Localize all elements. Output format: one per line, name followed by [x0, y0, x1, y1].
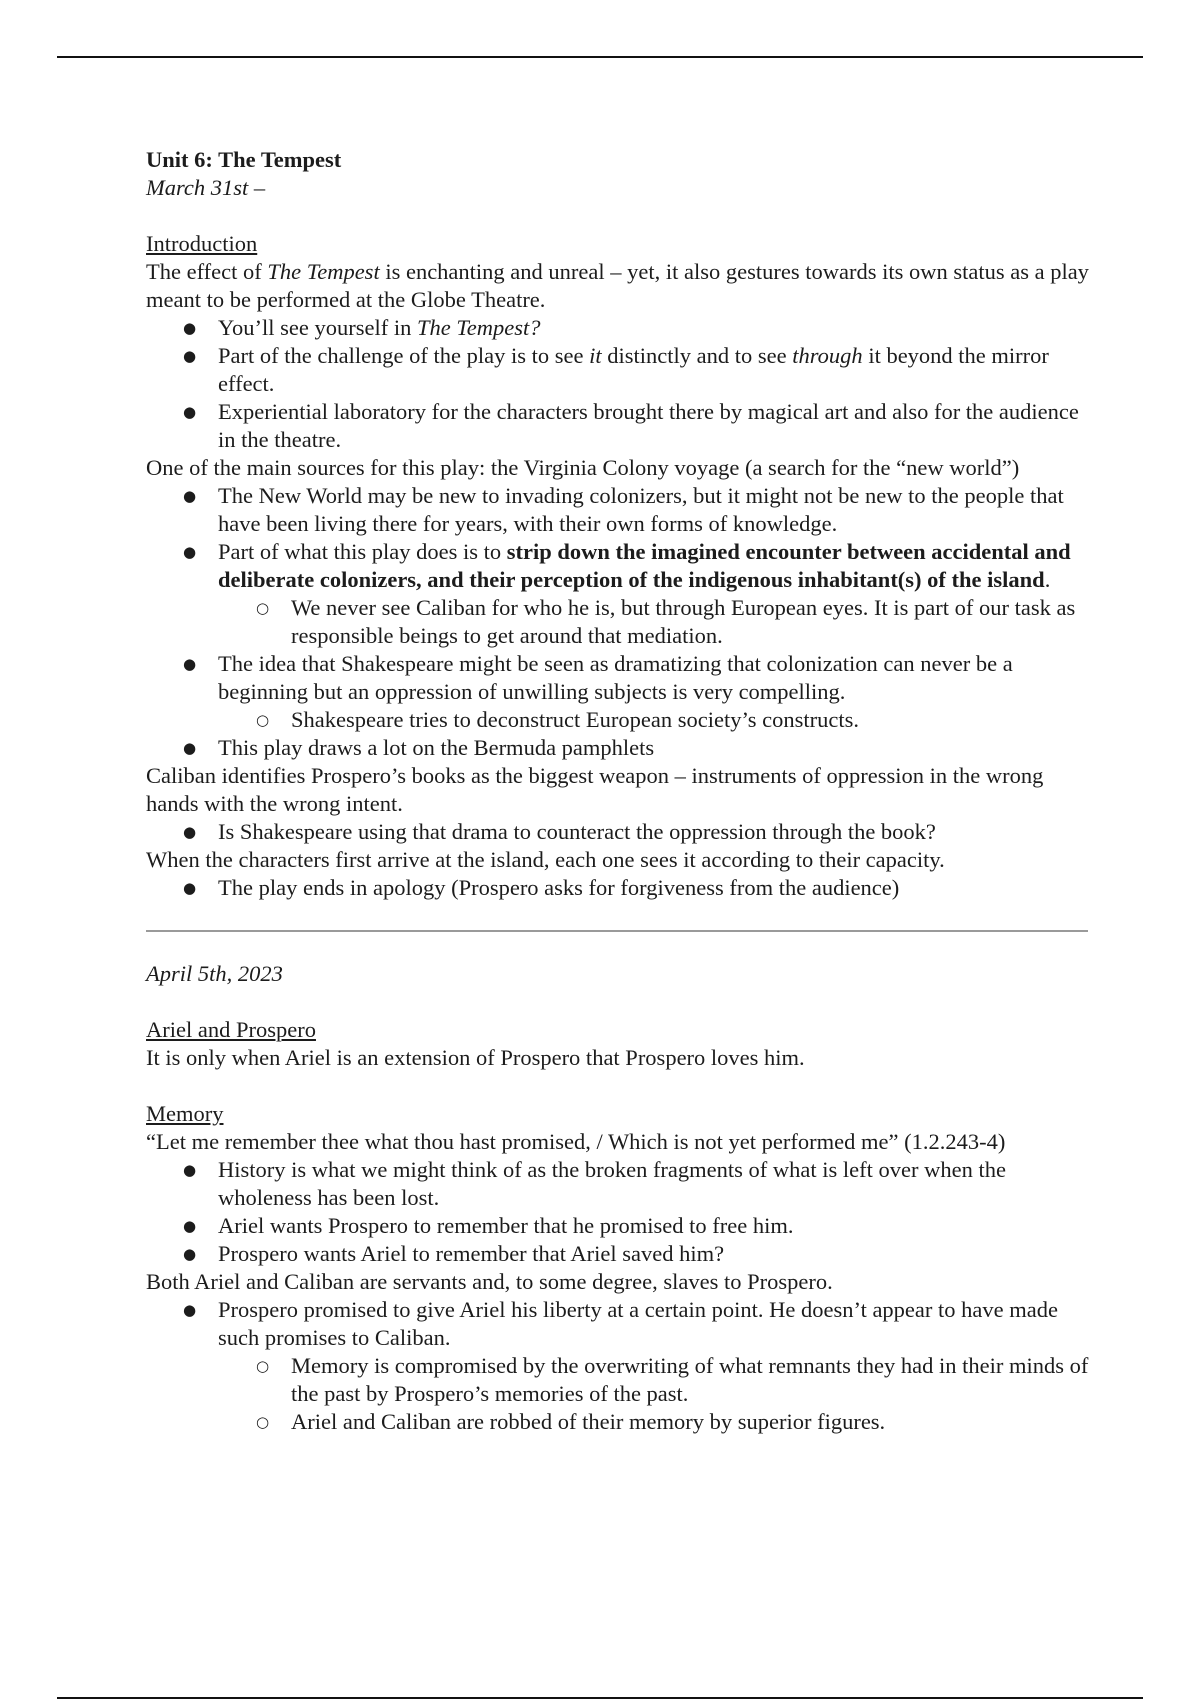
- caliban-books-paragraph: Caliban identifies Prospero’s books as the biggest weapon – instruments of oppression in the wrong hands with the wrong intent.: [146, 763, 1044, 816]
- sources-bullets: [146, 482, 1090, 762]
- date-march: March 31st –: [146, 175, 266, 200]
- sub-list-item: ○ Shakespeare tries to deconstruct European society’s constructs.: [146, 706, 1090, 734]
- list-item: ● Prospero promised to give Ariel his liberty at a certain point. He doesn’t appear to have made such promises to Caliban. ○ Memory is compromised by the overwriting of what remnants they had in their minds of the past by Prospero’s memories of the past. ○ Ariel and Caliban are robbed of their memory by superior figures.: [146, 1296, 1090, 1436]
- heading-introduction: Introduction: [146, 231, 258, 256]
- section-divider: [146, 930, 1088, 932]
- memory-bullets: [146, 1156, 1090, 1268]
- heading-memory: Memory: [146, 1101, 224, 1126]
- list-item: ● The idea that Shakespeare might be seen as dramatizing that colonization can never be a beginning but an oppression of unwilling subjects is very compelling. ○ Shakespeare tries to deconstruct European society’s constructs.: [146, 650, 1090, 734]
- sub-bullets: [146, 706, 1090, 734]
- page-top-rule: [57, 56, 1143, 58]
- sub-list-item: ○ Ariel and Caliban are robbed of their memory by superior figures.: [146, 1408, 1090, 1436]
- servants-bullets: [146, 1296, 1090, 1436]
- arrive-paragraph: When the characters first arrive at the island, each one sees it according to their capacity.: [146, 847, 945, 872]
- intro-bullets: [146, 314, 1090, 454]
- sub-bullets: [146, 1352, 1090, 1436]
- ariel-paragraph: It is only when Ariel is an extension of Prospero that Prospero loves him.: [146, 1045, 805, 1070]
- list-item: ● Prospero wants Ariel to remember that Ariel saved him?: [146, 1240, 1090, 1268]
- sub-bullets: [146, 594, 1090, 650]
- list-item: ● Part of the challenge of the play is to see it distinctly and to see through it beyond the mirror effect.: [146, 342, 1090, 398]
- date-april: April 5th, 2023: [146, 961, 283, 986]
- spacer: [146, 1072, 1090, 1100]
- list-item: ● You’ll see yourself in The Tempest?: [146, 314, 1090, 342]
- unit-title: Unit 6: The Tempest: [146, 147, 342, 172]
- spacer: [146, 202, 1090, 230]
- list-item: ● Is Shakespeare using that drama to counteract the oppression through the book?: [146, 818, 1090, 846]
- page-bottom-rule: [57, 1697, 1143, 1699]
- sources-paragraph: One of the main sources for this play: the Virginia Colony voyage (a search for the “new world”): [146, 455, 1020, 480]
- list-item: ● History is what we might think of as the broken fragments of what is left over when the wholeness has been lost.: [146, 1156, 1090, 1212]
- heading-ariel-prospero: Ariel and Prospero: [146, 1017, 316, 1042]
- list-item: ● Part of what this play does is to strip down the imagined encounter between accidental and deliberate colonizers, and their perception of the indigenous inhabitant(s) of the island. ○ We never see Caliban for who he is, but through European eyes. It is part of our task as responsible beings to get around that mediation.: [146, 538, 1090, 650]
- books-bullets: [146, 818, 1090, 846]
- list-item: ● This play draws a lot on the Bermuda pamphlets: [146, 734, 1090, 762]
- document-body: [146, 146, 1090, 1436]
- intro-paragraph: The effect of The Tempest is enchanting and unreal – yet, it also gestures towards its own status as a play meant to be performed at the Globe Theatre.: [146, 259, 1089, 312]
- arrive-bullets: [146, 874, 1090, 902]
- list-item: ● Experiential laboratory for the characters brought there by magical art and also for the audience in the theatre.: [146, 398, 1090, 454]
- list-item: ● The play ends in apology (Prospero asks for forgiveness from the audience): [146, 874, 1090, 902]
- sub-list-item: ○ Memory is compromised by the overwriting of what remnants they had in their minds of the past by Prospero’s memories of the past.: [146, 1352, 1090, 1408]
- list-item: ● Ariel wants Prospero to remember that he promised to free him.: [146, 1212, 1090, 1240]
- memory-quote: “Let me remember thee what thou hast promised, / Which is not yet performed me” (1.2.243-4): [146, 1129, 1006, 1154]
- sub-list-item: ○ We never see Caliban for who he is, but through European eyes. It is part of our task as responsible beings to get around that mediation.: [146, 594, 1090, 650]
- spacer: [146, 988, 1090, 1016]
- list-item: ● The New World may be new to invading colonizers, but it might not be new to the people that have been living there for years, with their own forms of knowledge.: [146, 482, 1090, 538]
- servants-paragraph: Both Ariel and Caliban are servants and, to some degree, slaves to Prospero.: [146, 1269, 833, 1294]
